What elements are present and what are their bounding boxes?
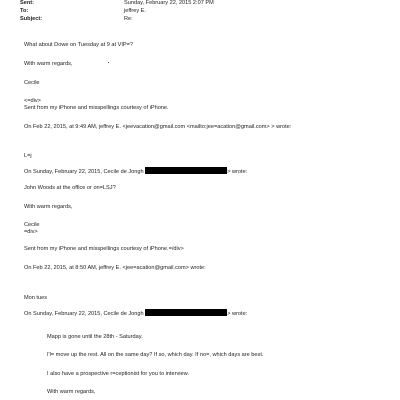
body-line: With warm regards, bbox=[47, 389, 96, 395]
signature-name: Cecile bbox=[24, 222, 40, 228]
sent-value: Sunday, February 22, 2015 2:07 PM bbox=[124, 0, 214, 6]
body-line: I'l= move up the rest. All on the same day? If so, which day. If no=, which days are best. bbox=[47, 352, 264, 358]
body-line: What about Dowe on Tuesday at 9 at VIP=? bbox=[24, 42, 133, 48]
quote-header: On Feb 22, 2015, at 9:49 AM, jeffrey E. <jeevacation@gmail.com <mailto:jee=acation@gmail.com> > wrote: bbox=[24, 124, 292, 130]
signature-name: Cecile bbox=[24, 80, 40, 86]
body-line: Sent from my iPhone and misspellings courtesy of iPhone. bbox=[24, 105, 169, 111]
quote-header bbox=[24, 167, 247, 176]
body-line: =div> bbox=[24, 229, 38, 235]
quote-header bbox=[24, 309, 247, 318]
sent-label: Sent: bbox=[20, 0, 34, 6]
to-label: To: bbox=[20, 8, 29, 14]
quote-header-text: On Sunday, February 22, 2015, Cecile de Jongh bbox=[24, 169, 144, 175]
quote-header: On Feb 22, 2015, at 8:50 AM, jeffrey E. <jee=acation@gmail.com> wrote: bbox=[24, 265, 206, 271]
redaction-bar bbox=[145, 309, 227, 316]
body-line: Mapp is gone until the 28th - Saturday. bbox=[47, 334, 143, 340]
quote-header-text: On Sunday, February 22, 2015, Cecile de Jongh bbox=[24, 311, 144, 317]
subject-label: Subject: bbox=[20, 16, 43, 22]
body-line: I also have a prospective r=ceptionist for you to interview. bbox=[47, 371, 189, 377]
quote-header-suffix: > wrote: bbox=[227, 169, 248, 175]
body-line: Sent from my iPhone and misspellings courtesy of iPhone.=/div> bbox=[24, 246, 184, 252]
body-line: John Woods at the office or on=LSJ? bbox=[24, 185, 116, 191]
redaction-bar bbox=[145, 167, 227, 174]
body-line: With warm regards, bbox=[24, 61, 73, 67]
body-line: L=j bbox=[24, 153, 32, 159]
body-line: With warm regards, bbox=[24, 204, 73, 210]
subject-value: Re: bbox=[124, 16, 133, 22]
to-value: jeffrey E. bbox=[124, 8, 146, 14]
quote-header-suffix: > wrote: bbox=[227, 311, 248, 317]
stray-mark bbox=[108, 62, 109, 63]
body-line: Mon tues bbox=[24, 295, 48, 301]
body-line: <=div> bbox=[24, 98, 41, 104]
